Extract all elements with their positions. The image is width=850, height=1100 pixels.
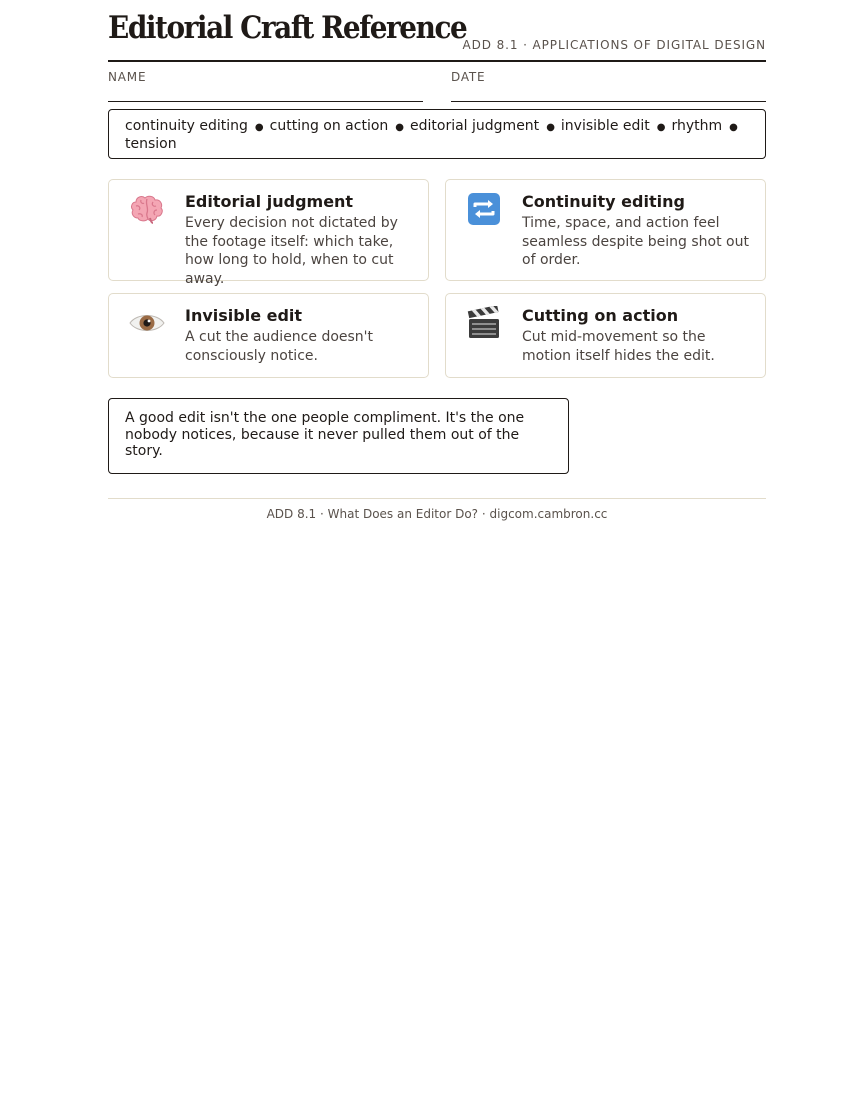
word-bank-term: editorial judgment (410, 118, 540, 134)
word-bank-term: continuity editing (125, 118, 248, 134)
name-label: NAME (108, 70, 147, 84)
card-description: Every decision not dictated by the footage itself: which take, how long to hold, when to cut away. (185, 215, 398, 287)
worksheet-page (108, 0, 766, 521)
card-description: Time, space, and action feel seamless despite being shot out of order. (522, 215, 749, 268)
loop-arrows-icon (466, 191, 502, 227)
brain-icon (129, 191, 165, 227)
bullet-separator: ● (546, 122, 555, 133)
concept-card-editorial-judgment (108, 179, 429, 287)
bullet-separator: ● (395, 122, 405, 133)
concept-card-invisible-edit (108, 293, 429, 378)
card-title: Invisible edit (185, 306, 303, 325)
bullet-separator: ● (729, 122, 738, 133)
course-label: ADD 8.1 · APPLICATIONS OF DIGITAL DESIGN (462, 38, 766, 52)
date-label: DATE (451, 70, 486, 84)
card-description: Cut mid-movement so the motion itself hides the edit. (522, 329, 715, 364)
student-fields (108, 62, 766, 102)
word-bank-term: cutting on action (269, 118, 389, 134)
card-title: Cutting on action (522, 306, 679, 325)
word-bank-term: invisible edit (560, 118, 650, 134)
concept-card-continuity-editing (445, 179, 766, 281)
page-header (108, 0, 766, 62)
concept-card-cutting-on-action (445, 293, 766, 378)
name-field[interactable] (108, 62, 423, 102)
card-title: Continuity editing (522, 192, 685, 211)
card-title: Editorial judgment (185, 192, 354, 211)
page-title: Editorial Craft Reference (108, 10, 467, 46)
page-footer: ADD 8.1 · What Does an Editor Do? · digcom.cambron.cc (108, 498, 766, 521)
bullet-separator: ● (254, 122, 264, 133)
pull-quote: A good edit isn't the one people compliment. It's the one nobody notices, because it never pulled them out of the story. (108, 398, 569, 474)
bullet-separator: ● (656, 122, 666, 133)
clapperboard-icon (466, 305, 502, 341)
eye-icon (129, 305, 165, 341)
word-bank (108, 109, 766, 159)
word-bank-term: rhythm (671, 118, 723, 134)
date-field[interactable] (451, 62, 766, 102)
card-description: A cut the audience doesn't consciously notice. (185, 329, 374, 364)
word-bank-term: tension (125, 136, 177, 152)
